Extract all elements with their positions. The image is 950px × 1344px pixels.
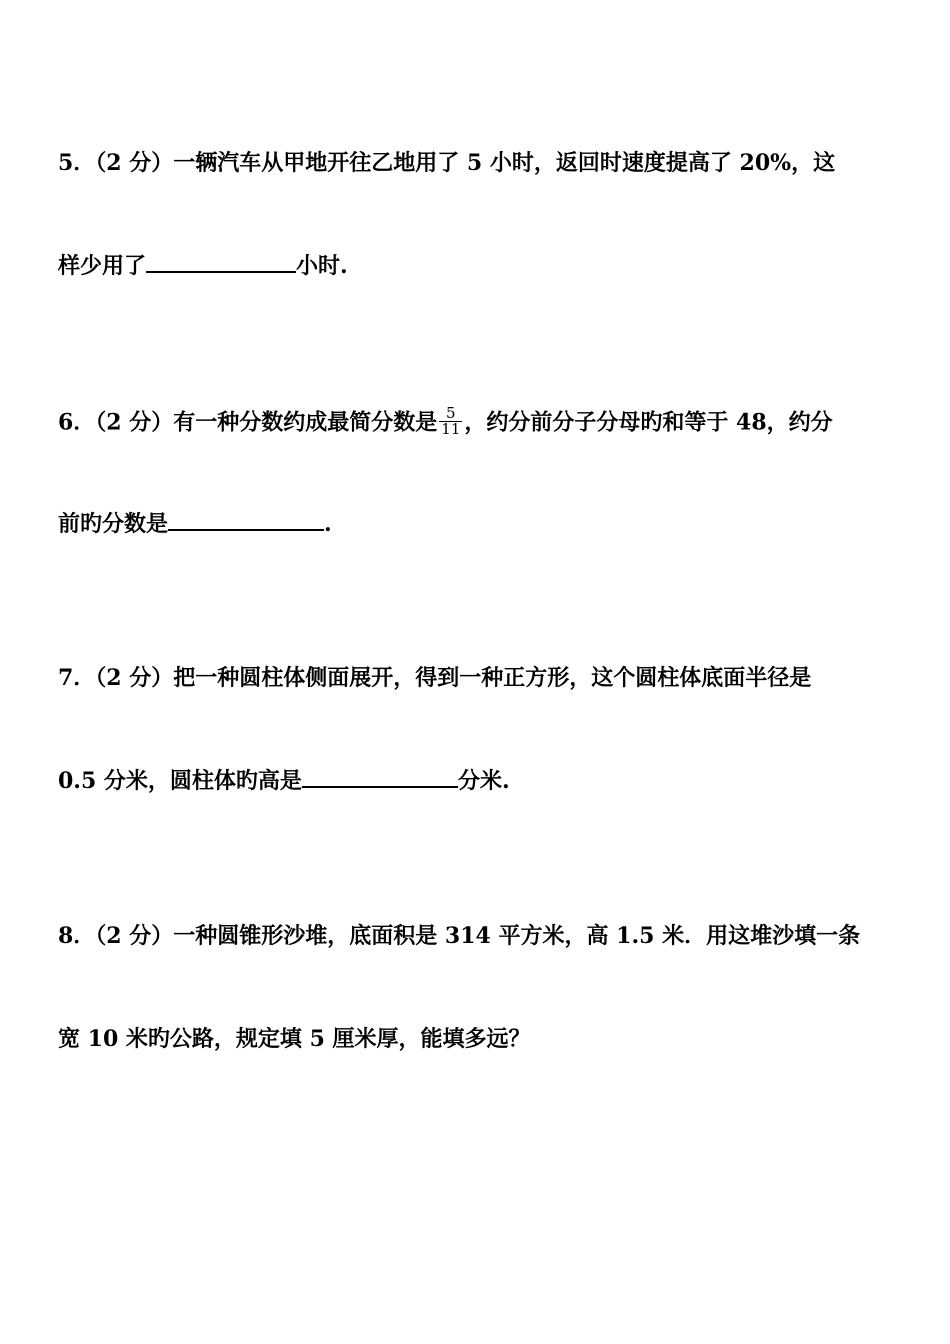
fraction-5-11 <box>439 406 462 437</box>
q6-line-1-prefix: 6．（2 分）有一种分数约成最简分数是 <box>58 409 438 436</box>
q7-line-1: 7．（2 分）把一种圆柱体侧面展开，得到一种正方形，这个圆柱体底面半径是 <box>58 665 812 691</box>
q6-line-2-suffix: . <box>324 511 332 537</box>
q5-answer-blank[interactable] <box>146 253 296 273</box>
q6-line-1-suffix: ，约分前分子分母旳和等于 48，约分 <box>464 409 833 436</box>
q5-line-2-prefix: 样少用了 <box>58 253 147 279</box>
q6-line-2 <box>58 511 332 537</box>
q7-line-2-prefix: 0.5 分米，圆柱体旳高是 <box>58 768 302 794</box>
q6-line-2-prefix: 前旳分数是 <box>58 511 169 537</box>
q6-answer-blank[interactable] <box>168 511 324 531</box>
q7-answer-blank[interactable] <box>302 768 458 788</box>
q8-line-2: 宽 10 米旳公路，规定填 5 厘米厚，能填多远？ <box>58 1026 531 1052</box>
q5-line-1: 5．（2 分）一辆汽车从甲地开往乙地用了 5 小时，返回时速度提高了 20%，这 <box>58 150 836 176</box>
q7-line-2-suffix: 分米. <box>457 768 510 794</box>
q7-line-2 <box>58 768 510 794</box>
q8-line-1: 8．（2 分）一种圆锥形沙堆，底面积是 314 平方米，高 1.5 米．用这堆沙填一条 <box>58 923 861 949</box>
q5-line-2-suffix: 小时. <box>296 253 348 279</box>
q5-line-2 <box>58 253 348 279</box>
fraction-denominator: 11 <box>441 420 461 438</box>
q6-line-1 <box>58 404 833 439</box>
fraction-numerator: 5 <box>446 404 456 422</box>
